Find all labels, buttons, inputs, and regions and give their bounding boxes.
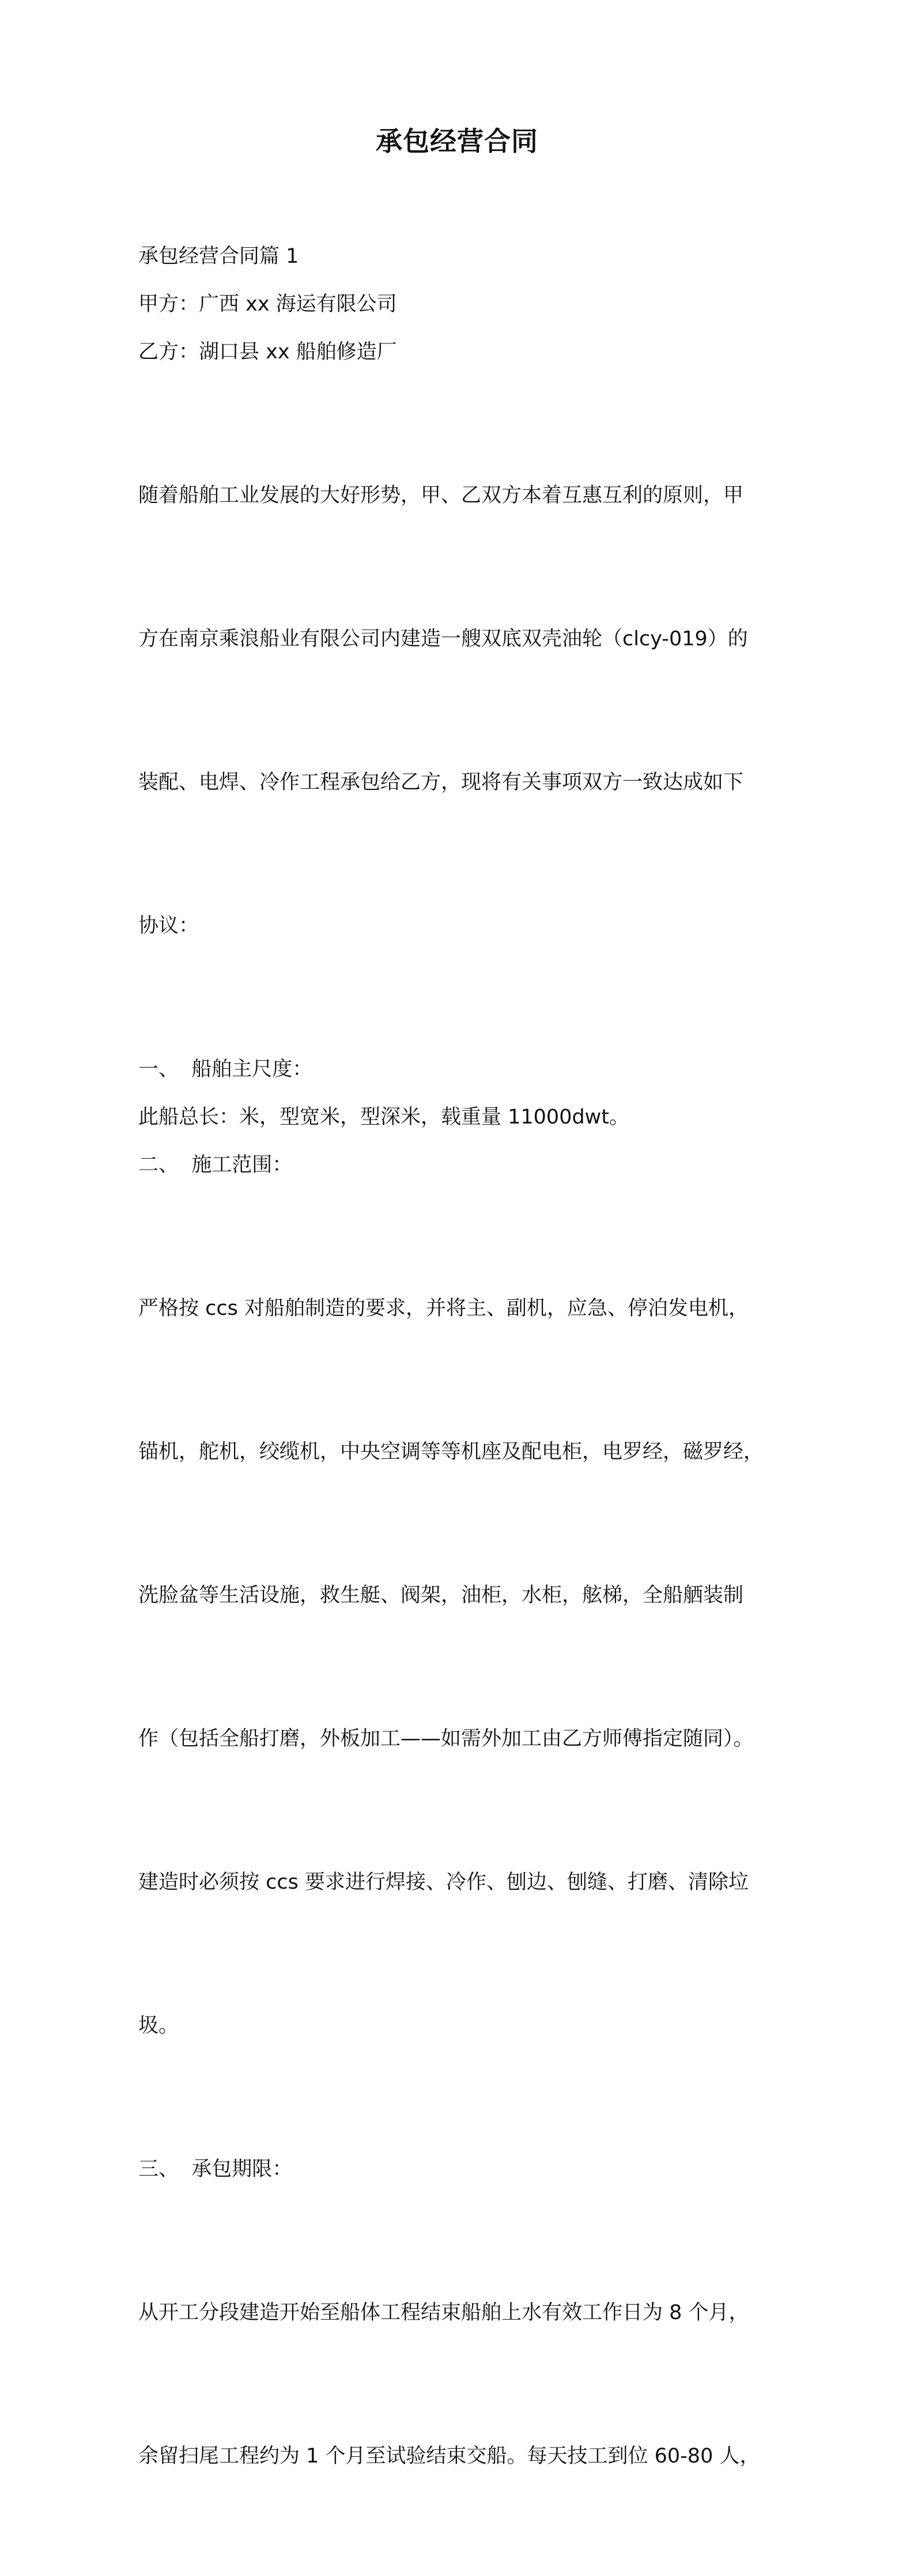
intro-paragraph [138, 376, 778, 1046]
clause-3-paragraph [138, 2193, 778, 2576]
section-heading: 承包经营合同篇 1 [138, 245, 299, 268]
clause-1-text: 此船总长：米，型宽米，型深米，载重量 11000dwt。 [138, 1106, 630, 1129]
clause-2-line: 严格按 ccs 对船舶制造的要求，并将主、副机，应急、停泊发电机， [138, 1297, 749, 1320]
intro-line: 装配、电焊、冷作工程承包给乙方，现将有关事项双方一致达成如下 [138, 771, 744, 794]
clause-3-line: 从开工分段建造开始至船体工程结束船舶上水有效工作日为 8 个月， [138, 2301, 749, 2324]
intro-line: 协议： [138, 914, 199, 937]
document-title: 承包经营合同 [376, 126, 538, 157]
party-a-line: 甲方：广西 xx 海运有限公司 [138, 293, 397, 316]
party-b-line: 乙方：湖口县 xx 船舶修造厂 [138, 341, 397, 364]
clause-2-line: 锚机，舵机，绞缆机，中央空调等等机座及配电柜，电罗经，磁罗经， [138, 1440, 764, 1463]
clause-2-line: 圾。 [138, 2014, 179, 2037]
intro-line: 方在南京乘浪船业有限公司内建造一艘双底双壳油轮（clcy-019）的 [138, 627, 748, 650]
clause-2-line: 作（包括全船打磨，外板加工——如需外加工由乙方师傅指定随同）。 [138, 1727, 754, 1750]
clause-1-heading: 一、 船舶主尺度： [138, 1058, 313, 1081]
clause-2-paragraph [138, 1189, 778, 2146]
intro-line: 随着船舶工业发展的大好形势，甲、乙双方本着互惠互利的原则，甲 [138, 484, 744, 507]
clause-2-line: 建造时必须按 ccs 要求进行焊接、冷作、刨边、刨缝、打磨、清除垃 [138, 1871, 749, 1894]
document-body [138, 233, 778, 2576]
clause-2-line: 洗脸盆等生活设施，救生艇、阀架，油柜，水柜，舷梯，全船舾装制 [138, 1584, 744, 1607]
clause-2-heading: 二、 施工范围： [138, 1153, 293, 1177]
clause-3-heading: 三、 承包期限： [138, 2158, 293, 2181]
clause-3-line: 余留扫尾工程约为 1 个月至试验结束交船。每天技工到位 60-80 人， [138, 2445, 760, 2468]
